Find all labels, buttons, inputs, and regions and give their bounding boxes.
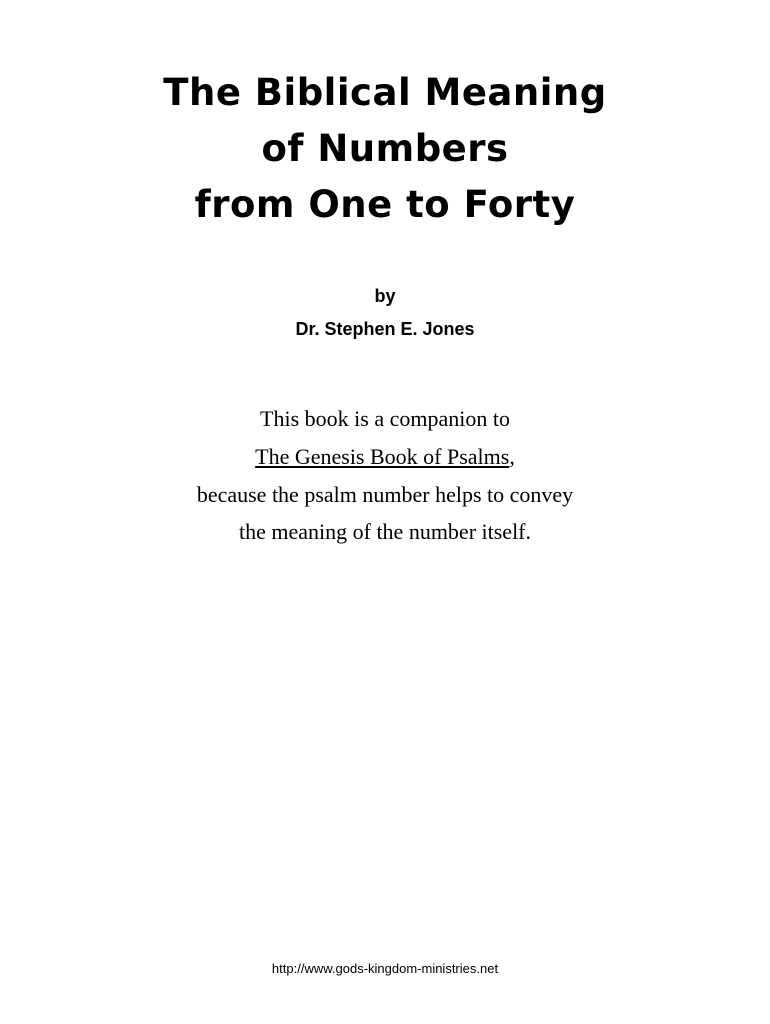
description-line-3: because the psalm number helps to convey xyxy=(196,482,574,507)
author-name: Dr. Stephen E. Jones xyxy=(295,319,475,339)
companion-book-title-suffix: , xyxy=(509,444,515,469)
by-label: by xyxy=(374,286,396,306)
description-line-1: This book is a companion to xyxy=(260,406,510,431)
title-line-1: The Biblical Meaning xyxy=(163,71,607,114)
title-line-3: from One to Forty xyxy=(194,183,576,226)
footer-url: http://www.gods-kingdom-ministries.net xyxy=(271,961,499,976)
description-line-2 xyxy=(0,446,770,468)
companion-book-title: The Genesis Book of Psalms xyxy=(255,444,510,469)
description-line-4: the meaning of the number itself. xyxy=(238,519,532,544)
title-line-2: of Numbers xyxy=(261,127,509,170)
